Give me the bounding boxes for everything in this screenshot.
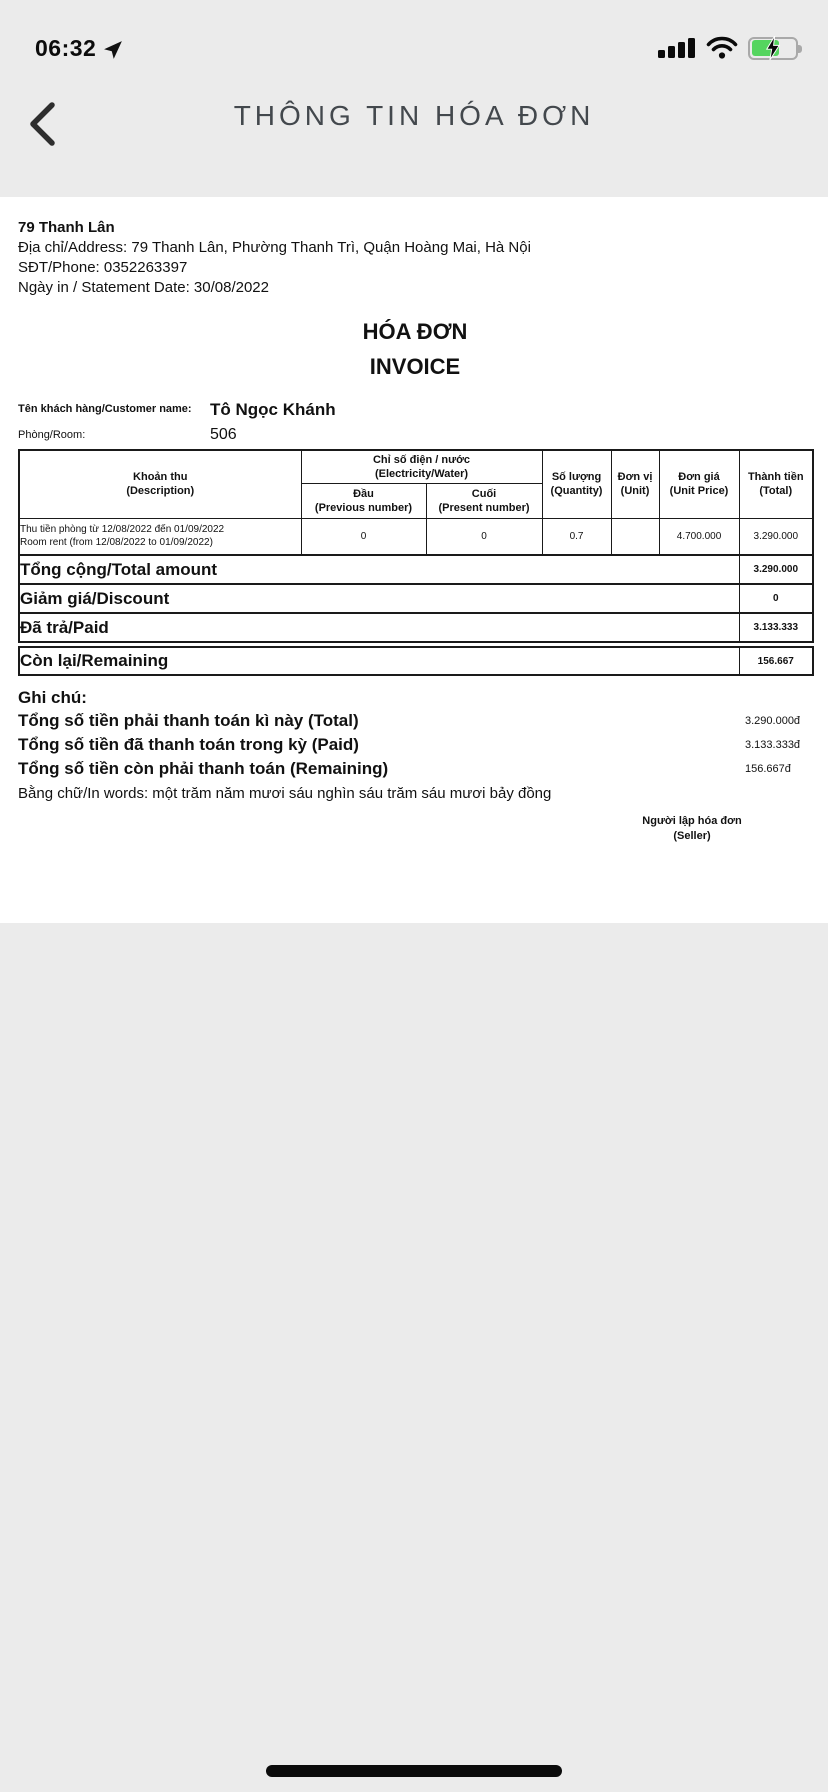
notes-heading: Ghi chú: [18, 688, 87, 707]
background-area [0, 923, 828, 1792]
col-header-unit-price: Đơn giá (Unit Price) [659, 450, 739, 518]
summary-value: 3.290.000 [739, 555, 813, 584]
statement-date: Ngày in / Statement Date: 30/08/2022 [18, 279, 269, 296]
col-header-previous: Đầu (Previous number) [301, 483, 426, 518]
status-bar [0, 0, 828, 90]
note-row-paid [18, 733, 812, 757]
back-button[interactable] [16, 96, 68, 152]
status-time: 06:32 [35, 34, 97, 61]
customer-block [18, 397, 812, 448]
customer-name: Tô Ngọc Khánh [210, 400, 336, 419]
invoice-title-en: INVOICE [369, 354, 461, 379]
chevron-left-icon [27, 100, 57, 148]
summary-label: Tổng cộng/Total amount [19, 555, 739, 584]
note-label: Tổng số tiền đã thanh toán trong kỳ (Paid) [18, 735, 359, 754]
summary-row-paid [19, 613, 813, 642]
note-value: 156.667đ [745, 763, 791, 775]
vendor-name: 79 Thanh Lân [18, 219, 115, 236]
signature-line2: (Seller) [673, 830, 711, 842]
summary-value: 0 [739, 584, 813, 613]
location-arrow-icon [101, 32, 131, 62]
nav-bar [0, 90, 828, 197]
vendor-phone: SĐT/Phone: 0352263397 [18, 259, 188, 276]
room-number: 506 [210, 426, 237, 443]
summary-value: 3.133.333 [739, 613, 813, 642]
summary-value: 156.667 [739, 647, 813, 675]
col-header-description: Khoản thu (Description) [19, 450, 301, 518]
amount-in-words: Bằng chữ/In words: một trăm năm mươi sáu nghìn sáu trăm sáu mươi bảy đồng [18, 785, 552, 802]
vendor-address: Địa chỉ/Address: 79 Thanh Lân, Phường Thanh Trì, Quận Hoàng Mai, Hà Nội [18, 239, 531, 256]
row-description: Thu tiền phòng từ 12/08/2022 đến 01/09/2022 Room rent (from 12/08/2022 to 01/09/2022) [19, 518, 301, 555]
note-row-remaining [18, 757, 812, 781]
cellular-signal-icon [658, 37, 696, 60]
invoice-document [0, 197, 828, 923]
summary-row-total [19, 555, 813, 584]
summary-row-discount [19, 584, 813, 613]
invoice-title-vi: HÓA ĐƠN [362, 319, 468, 344]
invoice-table [18, 449, 814, 643]
col-header-total: Thành tiền (Total) [739, 450, 813, 518]
note-value: 3.290.000đ [745, 715, 801, 727]
battery-icon [748, 37, 798, 60]
note-row-total [18, 709, 812, 733]
remaining-table [18, 646, 814, 676]
home-indicator[interactable] [266, 1765, 562, 1777]
col-header-quantity: Số lượng (Quantity) [542, 450, 611, 518]
row-unit [611, 518, 659, 555]
col-header-unit: Đơn vị (Unit) [611, 450, 659, 518]
wifi-icon [706, 36, 738, 60]
col-header-present: Cuối (Present number) [426, 483, 542, 518]
page-title: THÔNG TIN HÓA ĐƠN [233, 100, 595, 131]
summary-label: Đã trả/Paid [19, 613, 739, 642]
note-label: Tổng số tiền phải thanh toán kì này (Total) [18, 711, 359, 730]
vendor-block [18, 218, 812, 298]
row-total: 3.290.000 [739, 518, 813, 555]
note-label: Tổng số tiền còn phải thanh toán (Remaining) [18, 759, 389, 778]
row-quantity: 0.7 [542, 518, 611, 555]
row-present: 0 [426, 518, 542, 555]
summary-label: Giảm giá/Discount [19, 584, 739, 613]
row-unit-price: 4.700.000 [659, 518, 739, 555]
signature-line1: Người lập hóa đơn [642, 815, 742, 827]
summary-row-remaining [19, 647, 813, 675]
summary-label: Còn lại/Remaining [19, 647, 739, 675]
row-previous: 0 [301, 518, 426, 555]
seller-signature-block [572, 814, 812, 844]
note-value: 3.133.333đ [745, 739, 801, 751]
room-label: Phòng/Room: [18, 429, 86, 441]
notes-section [18, 687, 812, 805]
table-row [19, 518, 813, 555]
col-header-meter-group: Chỉ số điện / nước (Electricity/Water) [301, 450, 542, 483]
charging-bolt-icon [766, 36, 781, 60]
customer-name-label: Tên khách hàng/Customer name: [18, 403, 192, 415]
